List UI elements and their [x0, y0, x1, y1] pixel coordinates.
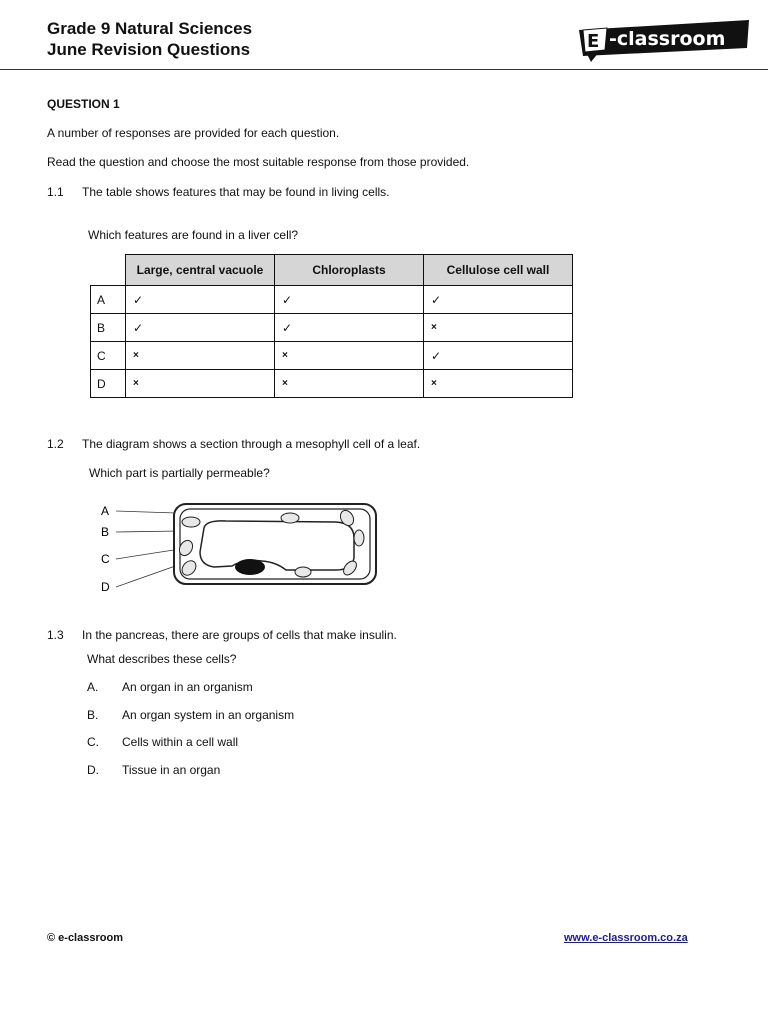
cell-features-table — [90, 254, 573, 398]
q1-1-number: 1.1 — [47, 185, 64, 199]
tick-mark: ✓ — [275, 314, 424, 342]
table-row — [91, 314, 573, 342]
diagram-label-b: B — [101, 525, 110, 539]
chloroplast — [354, 530, 364, 546]
chloroplast — [182, 517, 200, 527]
chloroplast — [295, 567, 311, 577]
document-subtitle: June Revision Questions — [47, 40, 251, 59]
e-classroom-logo — [577, 18, 751, 62]
footer-website-link[interactable]: www.e-classroom.co.za — [564, 932, 688, 944]
option-text-d: Tissue in an organ — [122, 763, 221, 777]
q1-1-text: The table shows features that may be found in living cells. — [82, 185, 390, 199]
svg-text:E: E — [587, 31, 600, 52]
option-text-a: An organ in an organism — [122, 680, 253, 694]
cross-mark: × — [275, 370, 424, 398]
table-corner — [91, 255, 126, 286]
table-row — [91, 286, 573, 314]
vacuole — [200, 521, 354, 570]
mesophyll-cell-diagram — [96, 500, 386, 600]
column-header: Cellulose cell wall — [424, 255, 573, 286]
tick-mark: ✓ — [424, 286, 573, 314]
cross-mark: × — [126, 342, 275, 370]
table-header-row — [91, 255, 573, 286]
cross-mark: × — [126, 370, 275, 398]
row-label: A — [91, 286, 126, 314]
pointer-line-c — [116, 549, 180, 559]
cross-mark: × — [424, 314, 573, 342]
tick-mark: ✓ — [126, 286, 275, 314]
row-label: C — [91, 342, 126, 370]
chloroplast — [281, 513, 299, 523]
diagram-label-a: A — [101, 504, 110, 518]
cross-mark: × — [424, 370, 573, 398]
table-row — [91, 342, 573, 370]
column-header: Chloroplasts — [275, 255, 424, 286]
pointer-line-b — [116, 531, 180, 532]
pointer-line-a — [116, 511, 176, 513]
q1-2-prompt: Which part is partially permeable? — [89, 466, 270, 480]
option-letter-c: C. — [87, 735, 99, 749]
footer-copyright: © e-classroom — [47, 932, 123, 944]
header-divider — [0, 69, 768, 70]
q1-2-number: 1.2 — [47, 437, 64, 451]
q1-3-number: 1.3 — [47, 628, 64, 642]
column-header: Large, central vacuole — [126, 255, 275, 286]
instruction-2: Read the question and choose the most suitable response from those provided. — [47, 155, 470, 169]
svg-text:-classroom: -classroom — [609, 28, 726, 50]
option-letter-b: B. — [87, 708, 99, 722]
cross-mark: × — [275, 342, 424, 370]
q1-1-prompt: Which features are found in a liver cell? — [88, 228, 299, 242]
option-letter-a: A. — [87, 680, 99, 694]
nucleus — [235, 559, 265, 575]
tick-mark: ✓ — [126, 314, 275, 342]
instruction-1: A number of responses are provided for each question. — [47, 126, 340, 140]
q1-2-text: The diagram shows a section through a mesophyll cell of a leaf. — [82, 437, 421, 451]
option-text-c: Cells within a cell wall — [122, 735, 239, 749]
tick-mark: ✓ — [424, 342, 573, 370]
option-letter-d: D. — [87, 763, 99, 777]
row-label: B — [91, 314, 126, 342]
row-label: D — [91, 370, 126, 398]
diagram-label-d: D — [101, 580, 110, 594]
diagram-label-c: C — [101, 552, 110, 566]
table-row — [91, 370, 573, 398]
question-heading: QUESTION 1 — [47, 97, 120, 111]
option-text-b: An organ system in an organism — [122, 708, 295, 722]
document-title: Grade 9 Natural Sciences — [47, 19, 253, 38]
q1-3-text: In the pancreas, there are groups of cells that make insulin. — [82, 628, 397, 642]
q1-3-prompt: What describes these cells? — [87, 652, 237, 666]
tick-mark: ✓ — [275, 286, 424, 314]
